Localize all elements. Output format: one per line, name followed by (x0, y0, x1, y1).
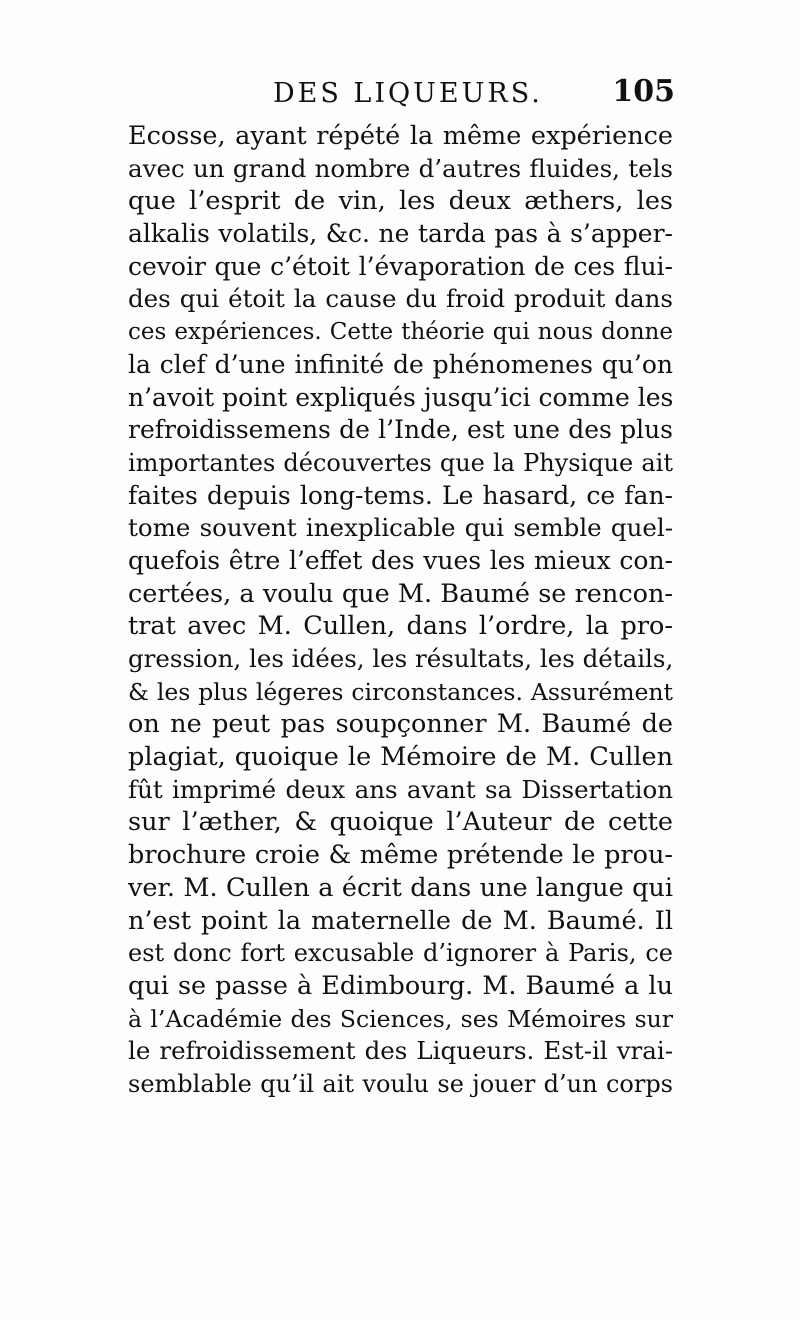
text-line: refroidissemens de l’Inde, est une des plus (128, 415, 673, 445)
text-line: gression, les idées, les résultats, les détails, (128, 644, 674, 673)
text-line: la clef d’une infinité de phénomenes qu’on (128, 349, 673, 379)
text-line: fût imprimé deux ans avant sa Dissertation (128, 774, 673, 804)
text-line: semblable qu’il ait voulu se jouer d’un corps (128, 1069, 673, 1098)
text-line: Ecosse, ayant répété la même expérience (128, 121, 673, 151)
text-line: ver. M. Cullen a écrit dans une langue qui (128, 872, 673, 903)
text-line: quefois être l’effet des vues les mieux con- (128, 545, 673, 575)
text-line: avec un grand nombre d’autres fluides, tels (128, 153, 673, 183)
text-line: importantes découvertes que la Physique ait (128, 448, 673, 477)
text-line: trat avec M. Cullen, dans l’ordre, la pro- (128, 611, 673, 642)
text-line: faites depuis long-tems. Le hasard, ce fan- (128, 480, 673, 510)
text-line: sur l’æther, & quoique l’Auteur de cette (128, 807, 673, 838)
text-line: plagiat, quoique le Mémoire de M. Cullen (128, 742, 673, 773)
text-line: à l’Académie des Sciences, ses Mémoires sur (128, 1004, 673, 1033)
text-line: le refroidissement des Liqueurs. Est-il vrai- (128, 1036, 673, 1066)
text-line: n’est point la maternelle de M. Baumé. Il (128, 905, 673, 936)
text-line: brochure croie & même prétende le prou- (128, 840, 673, 871)
text-line: cevoir que c’étoit l’évaporation de ces flui- (128, 251, 673, 281)
text-line: n’avoit point expliqués jusqu’ici comme les (128, 382, 674, 412)
text-line: que l’esprit de vin, les deux æthers, les (128, 186, 673, 217)
text-line: qui se passe à Edimbourg. M. Baumé a lu (128, 970, 673, 1001)
page-number: 105 (612, 74, 675, 109)
text-line: tome souvent inexplicable qui semble quel- (128, 513, 673, 543)
text-line: & les plus légeres circonstances. Assurément (128, 677, 673, 706)
text-line: ces expériences. Cette théorie qui nous donne (128, 319, 673, 346)
running-title: DES LIQUEURS. (273, 78, 543, 109)
body-text (128, 120, 673, 1101)
text-line: certées, a voulu que M. Baumé se rencon- (128, 578, 673, 609)
running-header (130, 74, 675, 114)
text-line: est donc fort excusable d’ignorer à Paris, ce (128, 939, 673, 968)
text-line: on ne peut pas soupçonner M. Baumé de (128, 709, 673, 740)
text-line: alkalis volatils, &c. ne tarda pas à s’apper- (128, 219, 673, 249)
text-line: des qui étoit la cause du froid produit dans (128, 284, 673, 314)
